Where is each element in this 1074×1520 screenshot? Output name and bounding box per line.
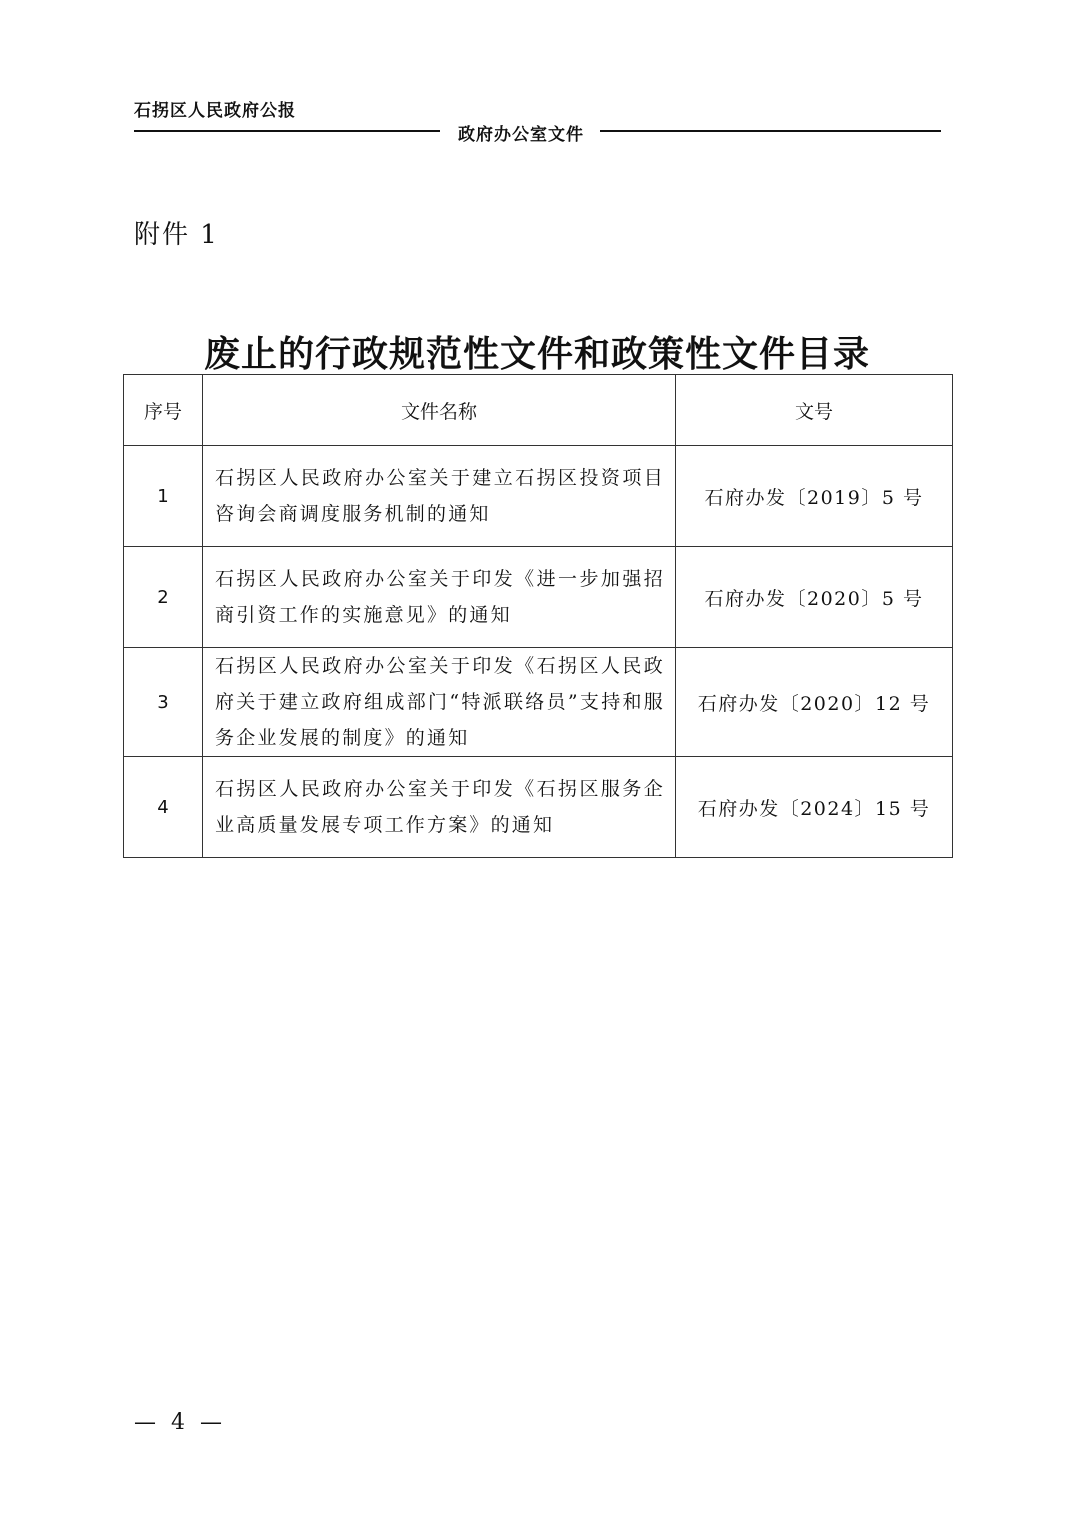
- column-header-file-name: 文件名称: [203, 375, 676, 446]
- table-row: [124, 547, 953, 648]
- row-number: 4: [124, 757, 203, 858]
- page-number: — 4 —: [134, 1410, 226, 1435]
- row-document-number: 石府办发〔2020〕12 号: [676, 648, 953, 757]
- row-document-number: 石府办发〔2019〕5 号: [676, 446, 953, 547]
- row-number: 1: [124, 446, 203, 547]
- column-header-document-number: 文号: [676, 375, 953, 446]
- table-row: [124, 446, 953, 547]
- header-rule-left: [134, 130, 440, 132]
- row-file-name: 石拐区人民政府办公室关于印发《石拐区人民政府关于建立政府组成部门“特派联络员”支持和服务企业发展的制度》的通知: [203, 648, 676, 757]
- table-row: [124, 757, 953, 858]
- row-file-name: 石拐区人民政府办公室关于建立石拐区投资项目咨询会商调度服务机制的通知: [203, 446, 676, 547]
- header-rule-right: [600, 130, 941, 132]
- row-document-number: 石府办发〔2020〕5 号: [676, 547, 953, 648]
- column-header-number: 序号: [124, 375, 203, 446]
- header-publication: 石拐区人民政府公报: [134, 101, 296, 121]
- catalog-table: [123, 374, 953, 858]
- attachment-label: 附件 1: [134, 220, 219, 250]
- row-number: 2: [124, 547, 203, 648]
- row-document-number: 石府办发〔2024〕15 号: [676, 757, 953, 858]
- table-header-row: [124, 375, 953, 446]
- document-title: 废止的行政规范性文件和政策性文件目录: [203, 333, 870, 375]
- table-row: [124, 648, 953, 757]
- header-section: 政府办公室文件: [458, 125, 584, 145]
- row-file-name: 石拐区人民政府办公室关于印发《进一步加强招商引资工作的实施意见》的通知: [203, 547, 676, 648]
- row-number: 3: [124, 648, 203, 757]
- row-file-name: 石拐区人民政府办公室关于印发《石拐区服务企业高质量发展专项工作方案》的通知: [203, 757, 676, 858]
